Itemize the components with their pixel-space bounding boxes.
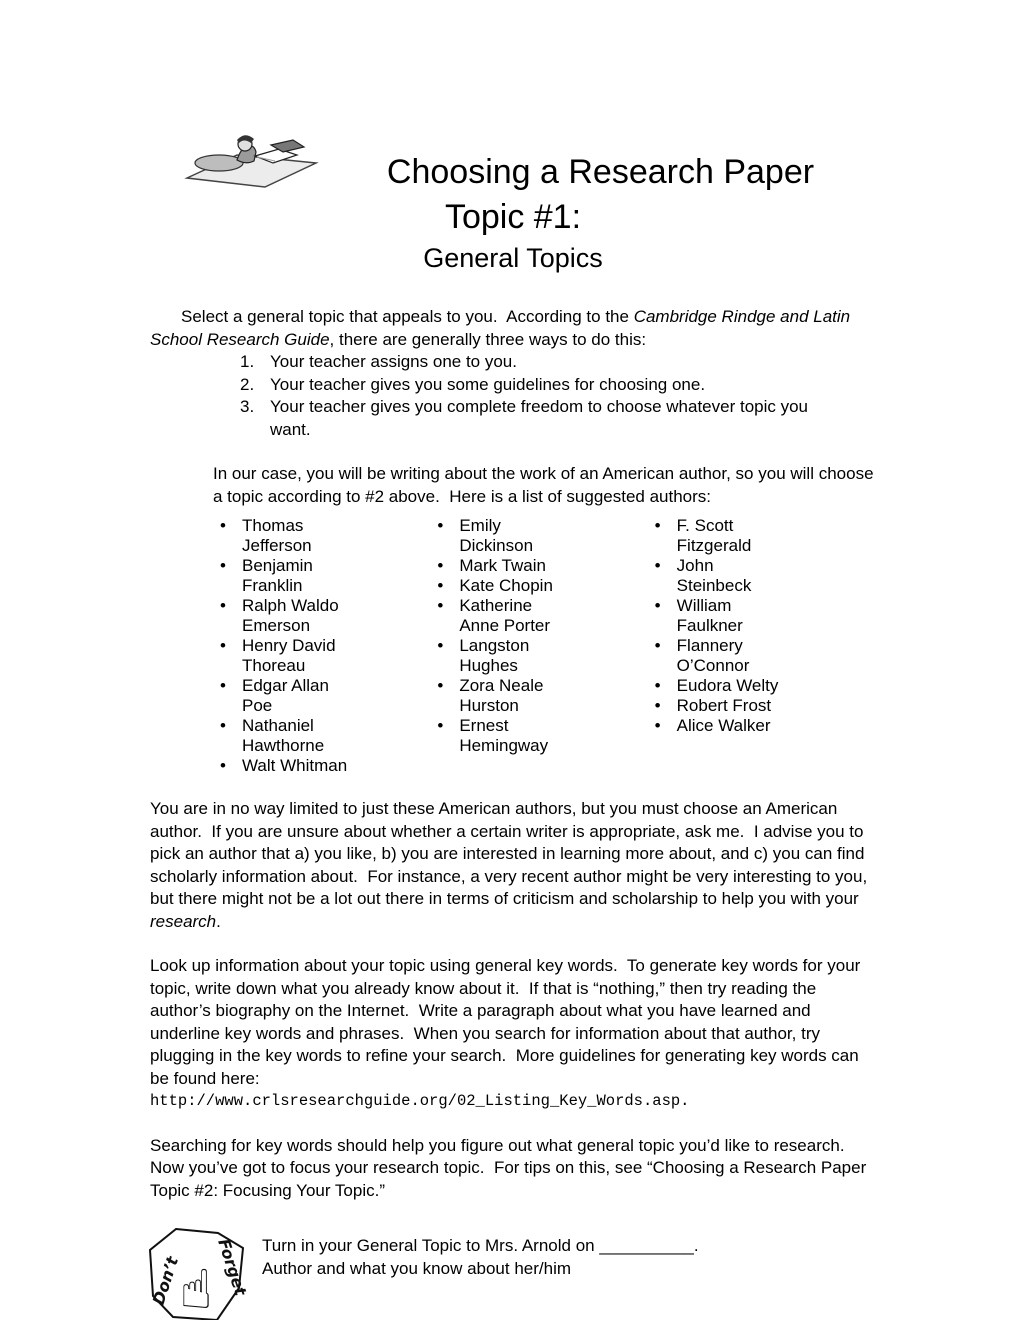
footer-note — [150, 1226, 870, 1320]
page-title — [150, 150, 876, 276]
author-name: Katherine Anne Porter — [459, 596, 551, 635]
author-item — [218, 716, 358, 756]
numbered-list-item-text: Your teacher gives you some guidelines for choosing one. — [270, 374, 706, 394]
author-name: Kate Chopin — [459, 576, 553, 595]
author-column-1 — [218, 516, 435, 776]
intro-paragraph — [150, 306, 870, 351]
author-item — [653, 556, 793, 596]
keywords-paragraph-text: Look up information about your topic using general key words. To generate key words for your topic, write down what you already know about it. If that is “nothing,” then try reading the author’s biography on the Internet. Write a paragraph about what you have learned and underline key words and phrases. When you search for information about that author, try plugging in the key words to refine your search. More guidelines for generating key words can be found here: — [150, 956, 866, 1088]
author-item — [653, 696, 793, 716]
author-name: William Faulkner — [676, 596, 743, 635]
searching-paragraph: Searching for key words should help you figure out what general topic you’d like to research. Now you’ve got to focus your research topic. For tips on this, see “Choosing a Research Paper Topic #2: Focusing Your Topic.” — [150, 1135, 871, 1200]
document-body — [0, 306, 1020, 1320]
author-name: Benjamin Franklin — [242, 556, 313, 595]
author-item — [653, 516, 793, 556]
author-item — [435, 636, 575, 676]
author-item — [435, 576, 575, 596]
case-paragraph: In our case, you will be writing about the work of an American author, so you will choose a topic according to #2 above. Here is a list of suggested authors: — [213, 464, 879, 506]
document-header — [0, 0, 1020, 306]
footer-line2: Author and what you know about her/him — [262, 1259, 572, 1278]
author-item — [218, 756, 358, 776]
intro-lead-post: , there are generally three ways to do this: — [329, 329, 647, 349]
limit-paragraph-pre: You are in no way limited to just these American authors, but you must choose an American author. If you are unsure about whether a certain writer is appropriate, ask me. I advise you to pick an author that a) you like, b) you are interested in learning more about, and c) you can find scholarly information about. For instance, a very recent author might be very interesting to you, but there might not be a lot out there in terms of criticism and scholarship to help you with your — [150, 799, 872, 908]
author-item — [653, 676, 793, 696]
author-name: Langston Hughes — [459, 636, 530, 675]
suggested-authors-list — [150, 516, 870, 776]
author-item — [653, 716, 793, 736]
author-item — [435, 596, 575, 636]
page-title-line2: Topic #1: — [444, 198, 582, 236]
author-item — [218, 636, 358, 676]
forget-label: Forget — [214, 1236, 248, 1298]
author-name: Thomas Jefferson — [242, 516, 312, 555]
limit-paragraph-post: . — [216, 911, 221, 931]
author-name: Emily Dickinson — [459, 516, 534, 555]
limit-paragraph — [150, 798, 870, 933]
author-item — [218, 556, 358, 596]
author-name: Edgar Allan Poe — [242, 676, 329, 715]
author-name: Flannery O’Connor — [676, 636, 750, 675]
research-italic: research — [150, 911, 217, 931]
numbered-list — [240, 351, 870, 441]
author-name: Mark Twain — [459, 556, 546, 575]
author-name: John Steinbeck — [676, 556, 752, 595]
author-name: Eudora Welty — [676, 676, 779, 695]
author-item — [653, 636, 793, 676]
author-item — [218, 596, 358, 636]
dont-forget-icon — [146, 1226, 248, 1320]
author-name: Henry David Thoreau — [242, 636, 336, 675]
author-item — [218, 516, 358, 556]
author-name: Ralph Waldo Emerson — [242, 596, 339, 635]
footer-line1: Turn in your General Topic to Mrs. Arnold on __________. — [262, 1236, 699, 1255]
author-item — [435, 556, 575, 576]
author-name: F. Scott Fitzgerald — [676, 516, 752, 555]
numbered-list-item-text: Your teacher gives you complete freedom to choose whatever topic you want. — [270, 397, 809, 439]
author-item — [435, 516, 575, 556]
intro-lead-pre: Select a general topic that appeals to you. According to the — [181, 307, 634, 326]
author-column-3 — [653, 516, 870, 776]
author-column-2 — [435, 516, 652, 776]
author-name: Zora Neale Hurston — [459, 676, 544, 715]
numbered-list-item — [240, 396, 850, 441]
author-name: Ernest Hemingway — [459, 716, 549, 755]
dont-label: Don’t — [148, 1254, 183, 1308]
numbered-list-item — [240, 351, 850, 374]
dont-forget-clipart — [146, 1226, 248, 1320]
keywords-paragraph — [150, 955, 870, 1090]
page-subtitle: General Topics — [423, 243, 603, 273]
numbered-list-item-text: Your teacher assigns one to you. — [270, 352, 517, 371]
author-name: Robert Frost — [676, 696, 772, 715]
author-item — [435, 716, 575, 756]
pointing-hand-icon: ☝ — [179, 1258, 213, 1320]
page-title-line1: Choosing a Research Paper — [386, 153, 815, 191]
author-name: Alice Walker — [676, 716, 771, 735]
author-name: Nathaniel Hawthorne — [242, 716, 325, 755]
research-guide-title: Cambridge Rindge and Latin School Research Guide — [150, 307, 855, 349]
numbered-list-item — [240, 374, 850, 397]
author-item — [435, 676, 575, 716]
author-name: Walt Whitman — [242, 756, 348, 775]
keywords-url: http://www.crlsresearchguide.org/02_Listing_Key_Words.asp. — [150, 1092, 690, 1110]
footer-text — [262, 1226, 699, 1280]
author-item — [218, 676, 358, 716]
author-item — [653, 596, 793, 636]
